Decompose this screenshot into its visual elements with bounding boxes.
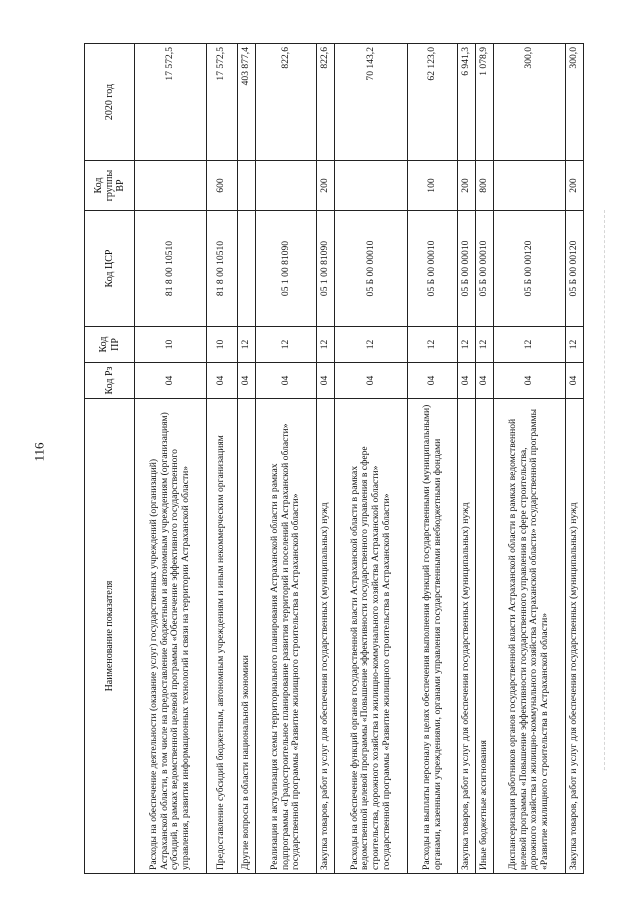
table-header-row [85,44,135,874]
table-row [255,44,316,874]
row-rz: 04 [566,363,584,399]
row-pr: 10 [135,327,207,363]
row-vr [334,161,408,211]
table-row [457,44,475,874]
table-row [316,44,334,874]
row-pr: 12 [238,327,256,363]
row-name: Закупка товаров, работ и услуг для обеспечения государственных (муниципальных) нужд [566,399,584,874]
row-rz: 04 [334,363,408,399]
row-csr: 05 1 00 81090 [255,211,316,327]
row-vr: 800 [475,161,493,211]
row-rz: 04 [457,363,475,399]
row-amount: 822,6 [255,44,316,161]
row-vr: 200 [316,161,334,211]
header-vr: Код группы ВР [85,161,135,211]
rotated-table-wrapper [84,44,584,874]
table-row [206,44,238,874]
row-csr: 05 Б 00 00010 [457,211,475,327]
row-rz: 04 [475,363,493,399]
page-number-text: 116 [32,442,47,462]
row-amount: 1 078,9 [475,44,493,161]
row-amount: 17 572,5 [135,44,207,161]
row-name: Закупка товаров, работ и услуг для обеспечения государственных (муниципальных) нужд [457,399,475,874]
row-csr [238,211,256,327]
row-csr: 05 Б 00 00120 [566,211,584,327]
row-amount: 6 941,3 [457,44,475,161]
row-pr: 12 [255,327,316,363]
row-rz: 04 [316,363,334,399]
header-2020: 2020 год [85,44,135,161]
row-rz: 04 [135,363,207,399]
row-name: Расходы на обеспечение деятельности (оказание услуг) государственных учреждений (организаций) Астраханской области, в том числе на предоставление бюджетным и автономным учреждениям (организациям) субсидий, в рамках ведомственной целевой программы «Обеспечение эффективного государственного управления, развития информационных технологий и связи на территории Астраханской области» [135,399,207,874]
row-rz: 04 [408,363,457,399]
row-rz: 04 [255,363,316,399]
row-csr: 05 Б 00 00120 [493,211,566,327]
row-pr: 12 [566,327,584,363]
row-rz: 04 [493,363,566,399]
row-amount: 822,6 [316,44,334,161]
row-name: Расходы на обеспечение функций органов государственной власти Астраханской области в рамках ведомственной целевой программы «Повышение эффективности государственного управления в сфере строительства, дорожного хозяйства и жилищно-коммунального хозяйства Астраханской области» государственной программы «Развитие жилищного строительства в Астраханской области» [334,399,408,874]
header-name: Наименование показателя [85,399,135,874]
row-pr: 12 [408,327,457,363]
row-amount: 17 572,5 [206,44,238,161]
row-name: Реализация и актуализация схемы территориального планирования Астраханской области в рамках подпрограммы «Градостроительное планирование развития территорий и поселений Астраханской области» государственной программы «Развитие жилищного строительства в Астраханской области» [255,399,316,874]
row-pr: 12 [316,327,334,363]
row-name: Предоставление субсидий бюджетным, автономным учреждениям и иным некоммерческим организациям [206,399,238,874]
row-vr [238,161,256,211]
table-row [408,44,457,874]
row-pr: 12 [493,327,566,363]
budget-table [84,43,584,874]
scan-artifact-line [604,210,606,770]
row-name: Другие вопросы в области национальной экономики [238,399,256,874]
row-vr: 200 [566,161,584,211]
row-pr: 12 [475,327,493,363]
row-amount: 403 877,4 [238,44,256,161]
row-vr: 200 [457,161,475,211]
row-pr: 12 [334,327,408,363]
table-row [566,44,584,874]
header-pr: Код ПР [85,327,135,363]
row-vr: 100 [408,161,457,211]
row-pr: 12 [457,327,475,363]
row-amount: 300,0 [566,44,584,161]
row-name: Иные бюджетные ассигнования [475,399,493,874]
row-name: Закупка товаров, работ и услуг для обеспечения государственных (муниципальных) нужд [316,399,334,874]
row-csr: 05 1 00 81090 [316,211,334,327]
row-csr: 05 Б 00 00010 [334,211,408,327]
row-amount: 62 123,0 [408,44,457,161]
row-csr: 05 Б 00 00010 [475,211,493,327]
row-vr [493,161,566,211]
row-vr [135,161,207,211]
row-vr [255,161,316,211]
row-rz: 04 [238,363,256,399]
row-amount: 70 143,2 [334,44,408,161]
header-rz: Код Рз [85,363,135,399]
table-row [135,44,207,874]
table-row [475,44,493,874]
page-number [30,437,50,467]
table-row [238,44,256,874]
row-vr: 600 [206,161,238,211]
row-name: Диспансеризация работников органов государственной власти Астраханской области в рамках ведомственной целевой программы «Повышение эффективности государственного управления в сфере строительства, дорожного хозяйства и жилищно-коммунального хозяйства Астраханской области» государственной программы «Развитие жилищного строительства в Астраханской области» [493,399,566,874]
row-csr: 81 8 00 10510 [206,211,238,327]
row-name: Расходы на выплаты персоналу в целях обеспечения выполнения функций государственными (муниципальными) органами, казенными учреждениями, органами управления государственными внебюджетными фондами [408,399,457,874]
table-row [493,44,566,874]
row-amount: 300,0 [493,44,566,161]
table-row [334,44,408,874]
row-rz: 04 [206,363,238,399]
header-csr: Код ЦСР [85,211,135,327]
row-pr: 10 [206,327,238,363]
row-csr: 81 8 00 10510 [135,211,207,327]
row-csr: 05 Б 00 00010 [408,211,457,327]
